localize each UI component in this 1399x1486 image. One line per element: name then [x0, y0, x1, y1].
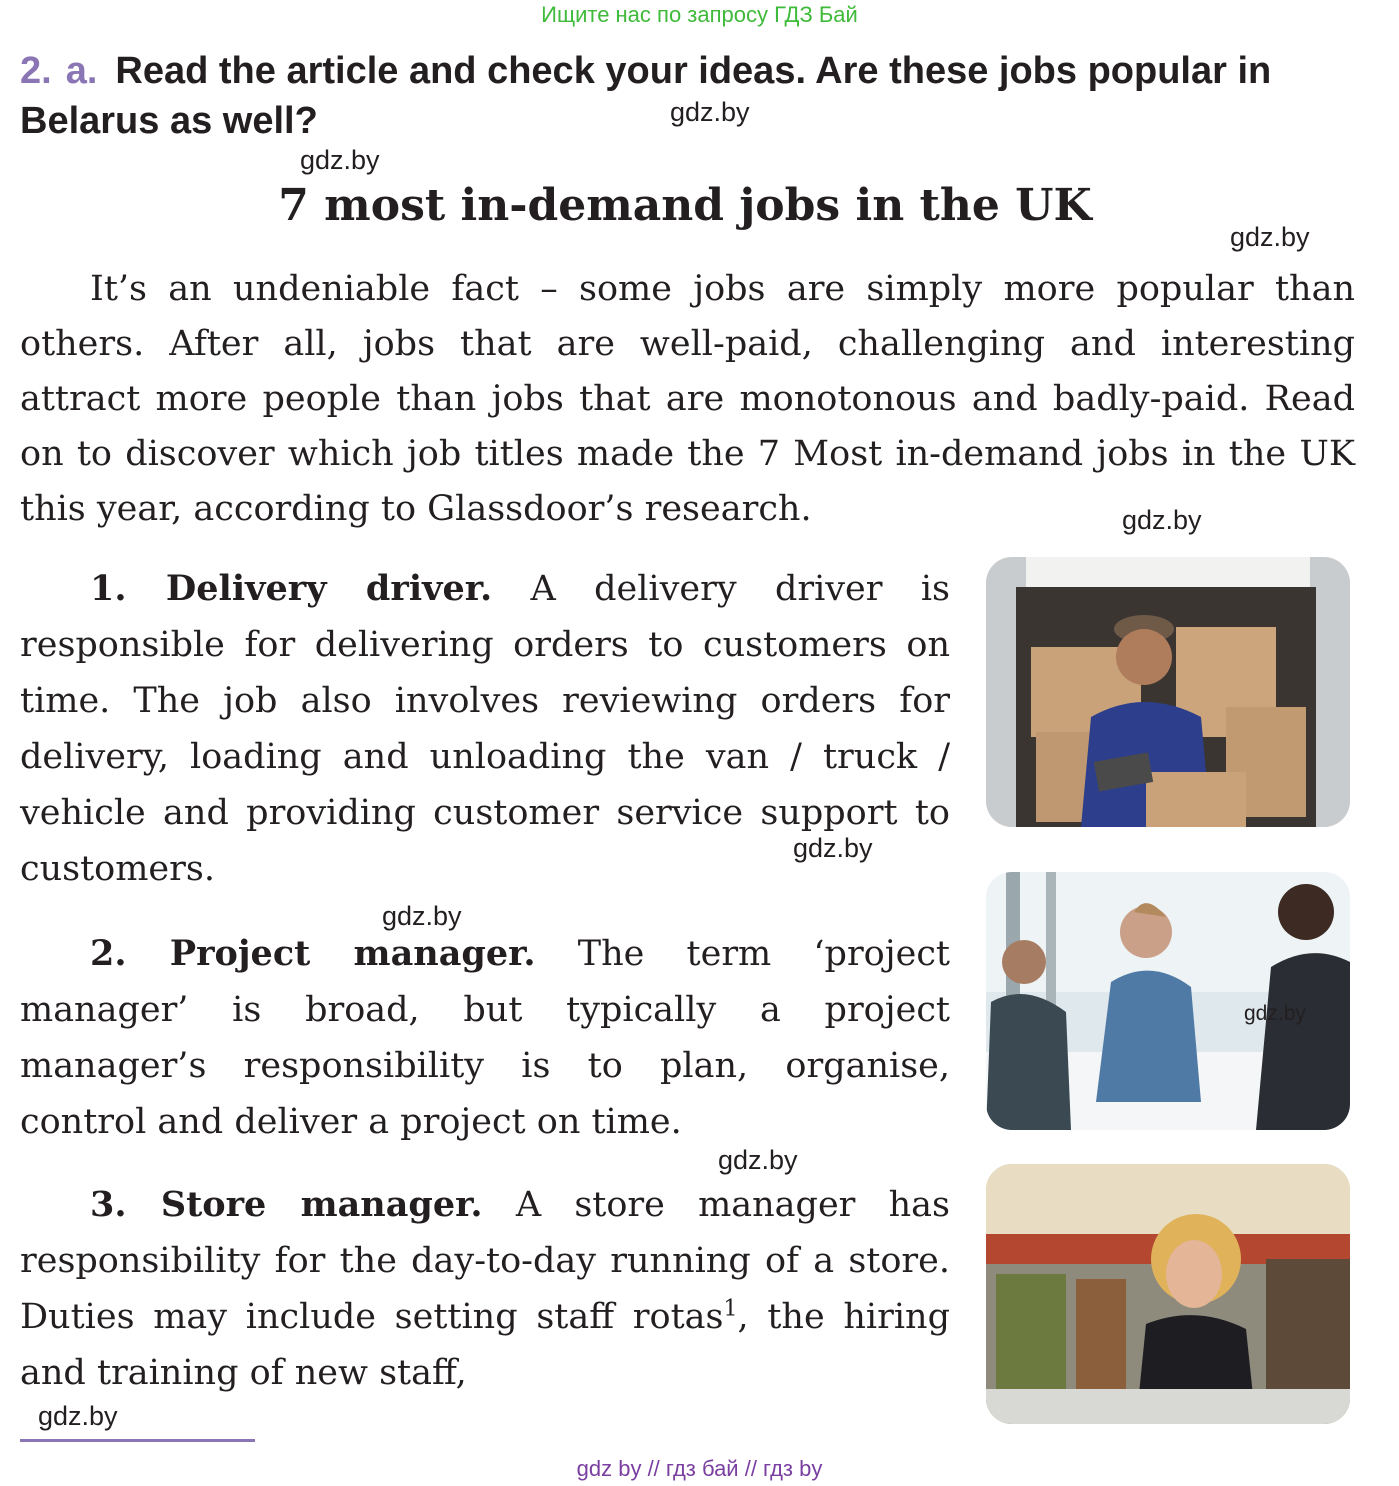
- task-number: 2.: [20, 50, 52, 92]
- watermark: gdz.by: [1122, 505, 1202, 535]
- watermark: gdz.by: [1230, 222, 1310, 252]
- watermark: gdz.by: [718, 1145, 798, 1175]
- project-manager-photo: [986, 872, 1350, 1130]
- watermark: gdz.by: [1244, 1002, 1306, 1025]
- watermark: gdz.by: [38, 1401, 118, 1431]
- watermark: gdz.by: [793, 833, 873, 863]
- job-description-continued: , the hiring and training of new staff,: [20, 1297, 950, 1393]
- job-description: A store manager has responsibility for the day-to-day running of a store. Duties may include setting staff rotas: [20, 1185, 950, 1337]
- intro-paragraph: It’s an undeniable fact – some jobs are simply more popular than others. After all, jobs that are well-paid, challenging and interesting attract more people than jobs that are monotonous and badly-paid. Read on to discover which job titles made the 7 Most in-demand jobs in the UK this year, according to Glassdoor’s research.: [20, 269, 1355, 529]
- article-intro: [20, 262, 1355, 537]
- task-heading: [20, 46, 1370, 146]
- job-title: 2. Project manager.: [90, 933, 536, 974]
- job-description: A delivery driver is responsible for delivering orders to customers on time. The job also involves reviewing orders for delivery, loading and unloading the van / truck / vehicle and providing customer service support to customers.: [20, 569, 950, 889]
- delivery-driver-photo: [986, 557, 1350, 827]
- footnote-divider: [20, 1439, 255, 1442]
- job-item-project-manager: [20, 926, 950, 1150]
- footnote-mark: 1: [723, 1296, 738, 1322]
- task-letter: a.: [65, 50, 98, 92]
- watermark: gdz.by: [382, 901, 462, 931]
- watermark: gdz.by: [300, 145, 380, 175]
- job-description: The term ‘project manager’ is broad, but typically a project manager’s responsibility is to plan, organise, control and deliver a project on time.: [20, 934, 950, 1142]
- job-title: 1. Delivery driver.: [90, 568, 493, 609]
- article-title: 7 most in-demand jobs in the UK: [278, 180, 1092, 231]
- job-title: 3. Store manager.: [90, 1184, 483, 1225]
- store-manager-photo: [986, 1164, 1350, 1424]
- job-item-store-manager: [20, 1177, 950, 1401]
- footer-links[interactable]: gdz by // гдз бай // гдз by: [576, 1456, 823, 1481]
- top-banner[interactable]: Ищите нас по запросу ГДЗ Бай: [541, 2, 858, 27]
- watermark: gdz.by: [670, 97, 750, 127]
- task-text: Read the article and check your ideas. Are these jobs popular in Belarus as well?: [20, 50, 1272, 142]
